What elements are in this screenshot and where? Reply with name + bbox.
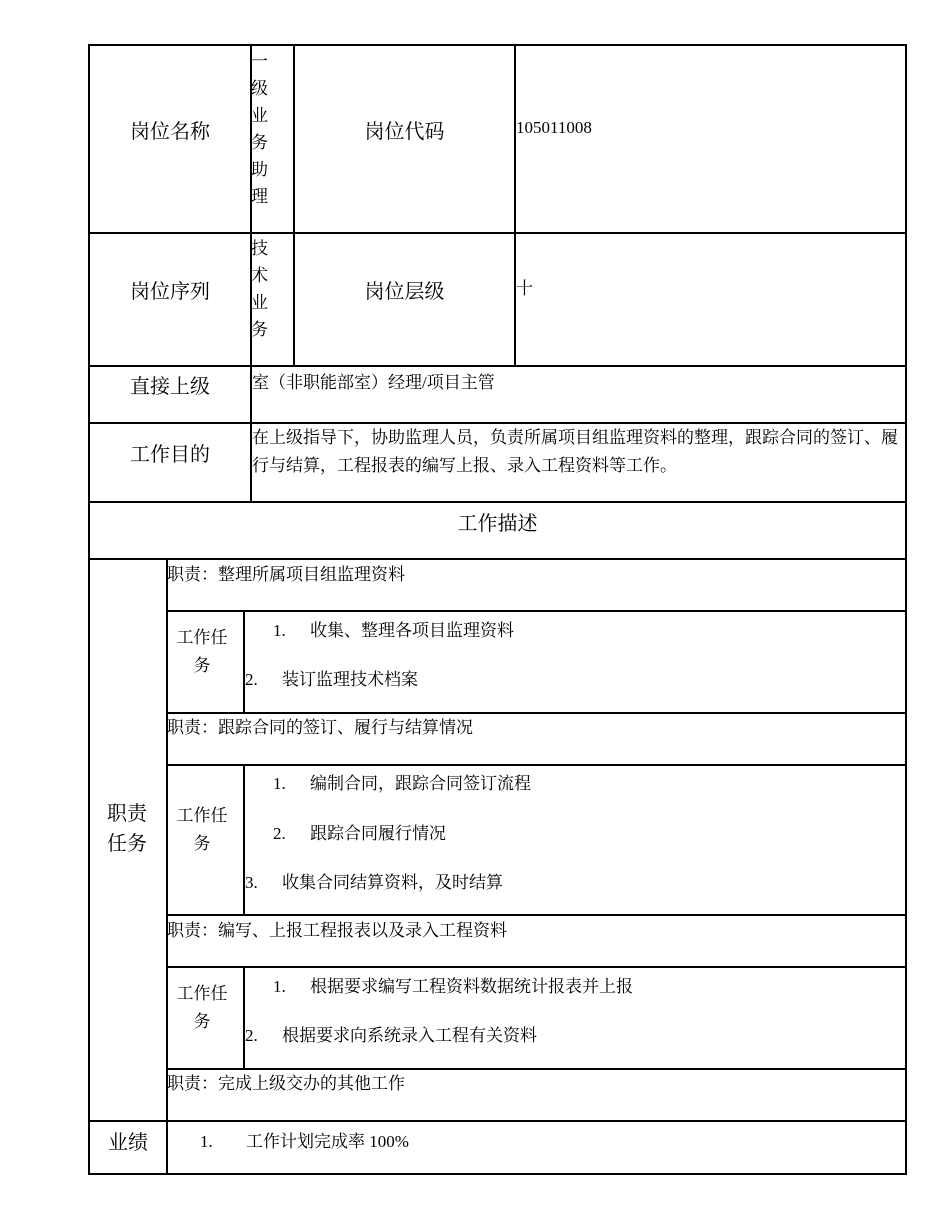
task-item (273, 769, 531, 794)
task-item (245, 665, 418, 690)
task-number: 2. (273, 824, 286, 843)
performance-number: 1. (200, 1132, 213, 1151)
position-level-value: 十 (516, 279, 533, 298)
position-series-value: 技术业务 (251, 239, 268, 339)
purpose-label: 工作目的 (130, 443, 210, 466)
row-divider (166, 610, 907, 612)
task-item (245, 1021, 537, 1046)
task-label: 工作任务 (176, 984, 228, 1031)
row-divider (166, 914, 907, 916)
task-text: 跟踪合同履行情况 (310, 824, 446, 843)
task-text: 收集、整理各项目监理资料 (310, 621, 514, 640)
row-divider (88, 501, 907, 503)
duty-item: 职责：编写、上报工程报表以及录入工程资料 (167, 921, 507, 940)
duty-item: 职责：完成上级交办的其他工作 (167, 1074, 405, 1093)
duty-item: 职责：跟踪合同的签订、履行与结算情况 (167, 718, 473, 737)
task-item (273, 616, 514, 641)
task-text: 根据要求编写工程资料数据统计报表并上报 (310, 977, 633, 996)
row-divider (166, 966, 907, 968)
duties-label: 职责任务 (107, 803, 147, 855)
task-text: 装订监理技术档案 (282, 670, 418, 689)
task-number: 2. (245, 1026, 258, 1045)
position-series-label: 岗位序列 (130, 280, 210, 303)
duty-item: 职责：整理所属项目组监理资料 (167, 565, 405, 584)
task-number: 1. (273, 774, 286, 793)
task-number: 3. (245, 873, 258, 892)
description-title: 工作描述 (457, 512, 538, 535)
task-label: 工作任务 (176, 628, 228, 675)
position-level-label: 岗位层级 (364, 280, 445, 303)
superior-value: 室（非职能部室）经理/项目主管 (252, 373, 495, 392)
task-text: 根据要求向系统录入工程有关资料 (282, 1026, 537, 1045)
task-text: 收集合同结算资料，及时结算 (282, 873, 503, 892)
row-divider (88, 558, 907, 560)
col-divider (243, 610, 245, 713)
task-number: 1. (273, 977, 286, 996)
task-item (273, 819, 446, 844)
row-divider (166, 764, 907, 766)
task-number: 1. (273, 621, 286, 640)
performance-label: 业绩 (108, 1131, 148, 1154)
row-divider (88, 365, 907, 367)
task-text: 编制合同，跟踪合同签订流程 (310, 774, 531, 793)
col-divider (514, 44, 516, 366)
superior-label: 直接上级 (130, 375, 210, 398)
task-item (273, 972, 633, 997)
task-item (245, 868, 503, 893)
task-label: 工作任务 (176, 806, 228, 853)
position-name-value: 一级业务助理 (251, 52, 268, 206)
col-divider (243, 966, 245, 1069)
position-code-label: 岗位代码 (364, 120, 445, 143)
purpose-value: 在上级指导下，协助监理人员，负责所属项目组监理资料的整理，跟踪合同的签订、履行与结算，工程报表的编写上报、录入工程资料等工作。 (252, 428, 898, 475)
performance-text: 工作计划完成率 100% (246, 1132, 409, 1151)
task-number: 2. (245, 670, 258, 689)
performance-item (200, 1127, 409, 1152)
position-code-value: 105011008 (516, 118, 592, 137)
position-name-label: 岗位名称 (130, 120, 210, 143)
row-divider (88, 1120, 907, 1122)
